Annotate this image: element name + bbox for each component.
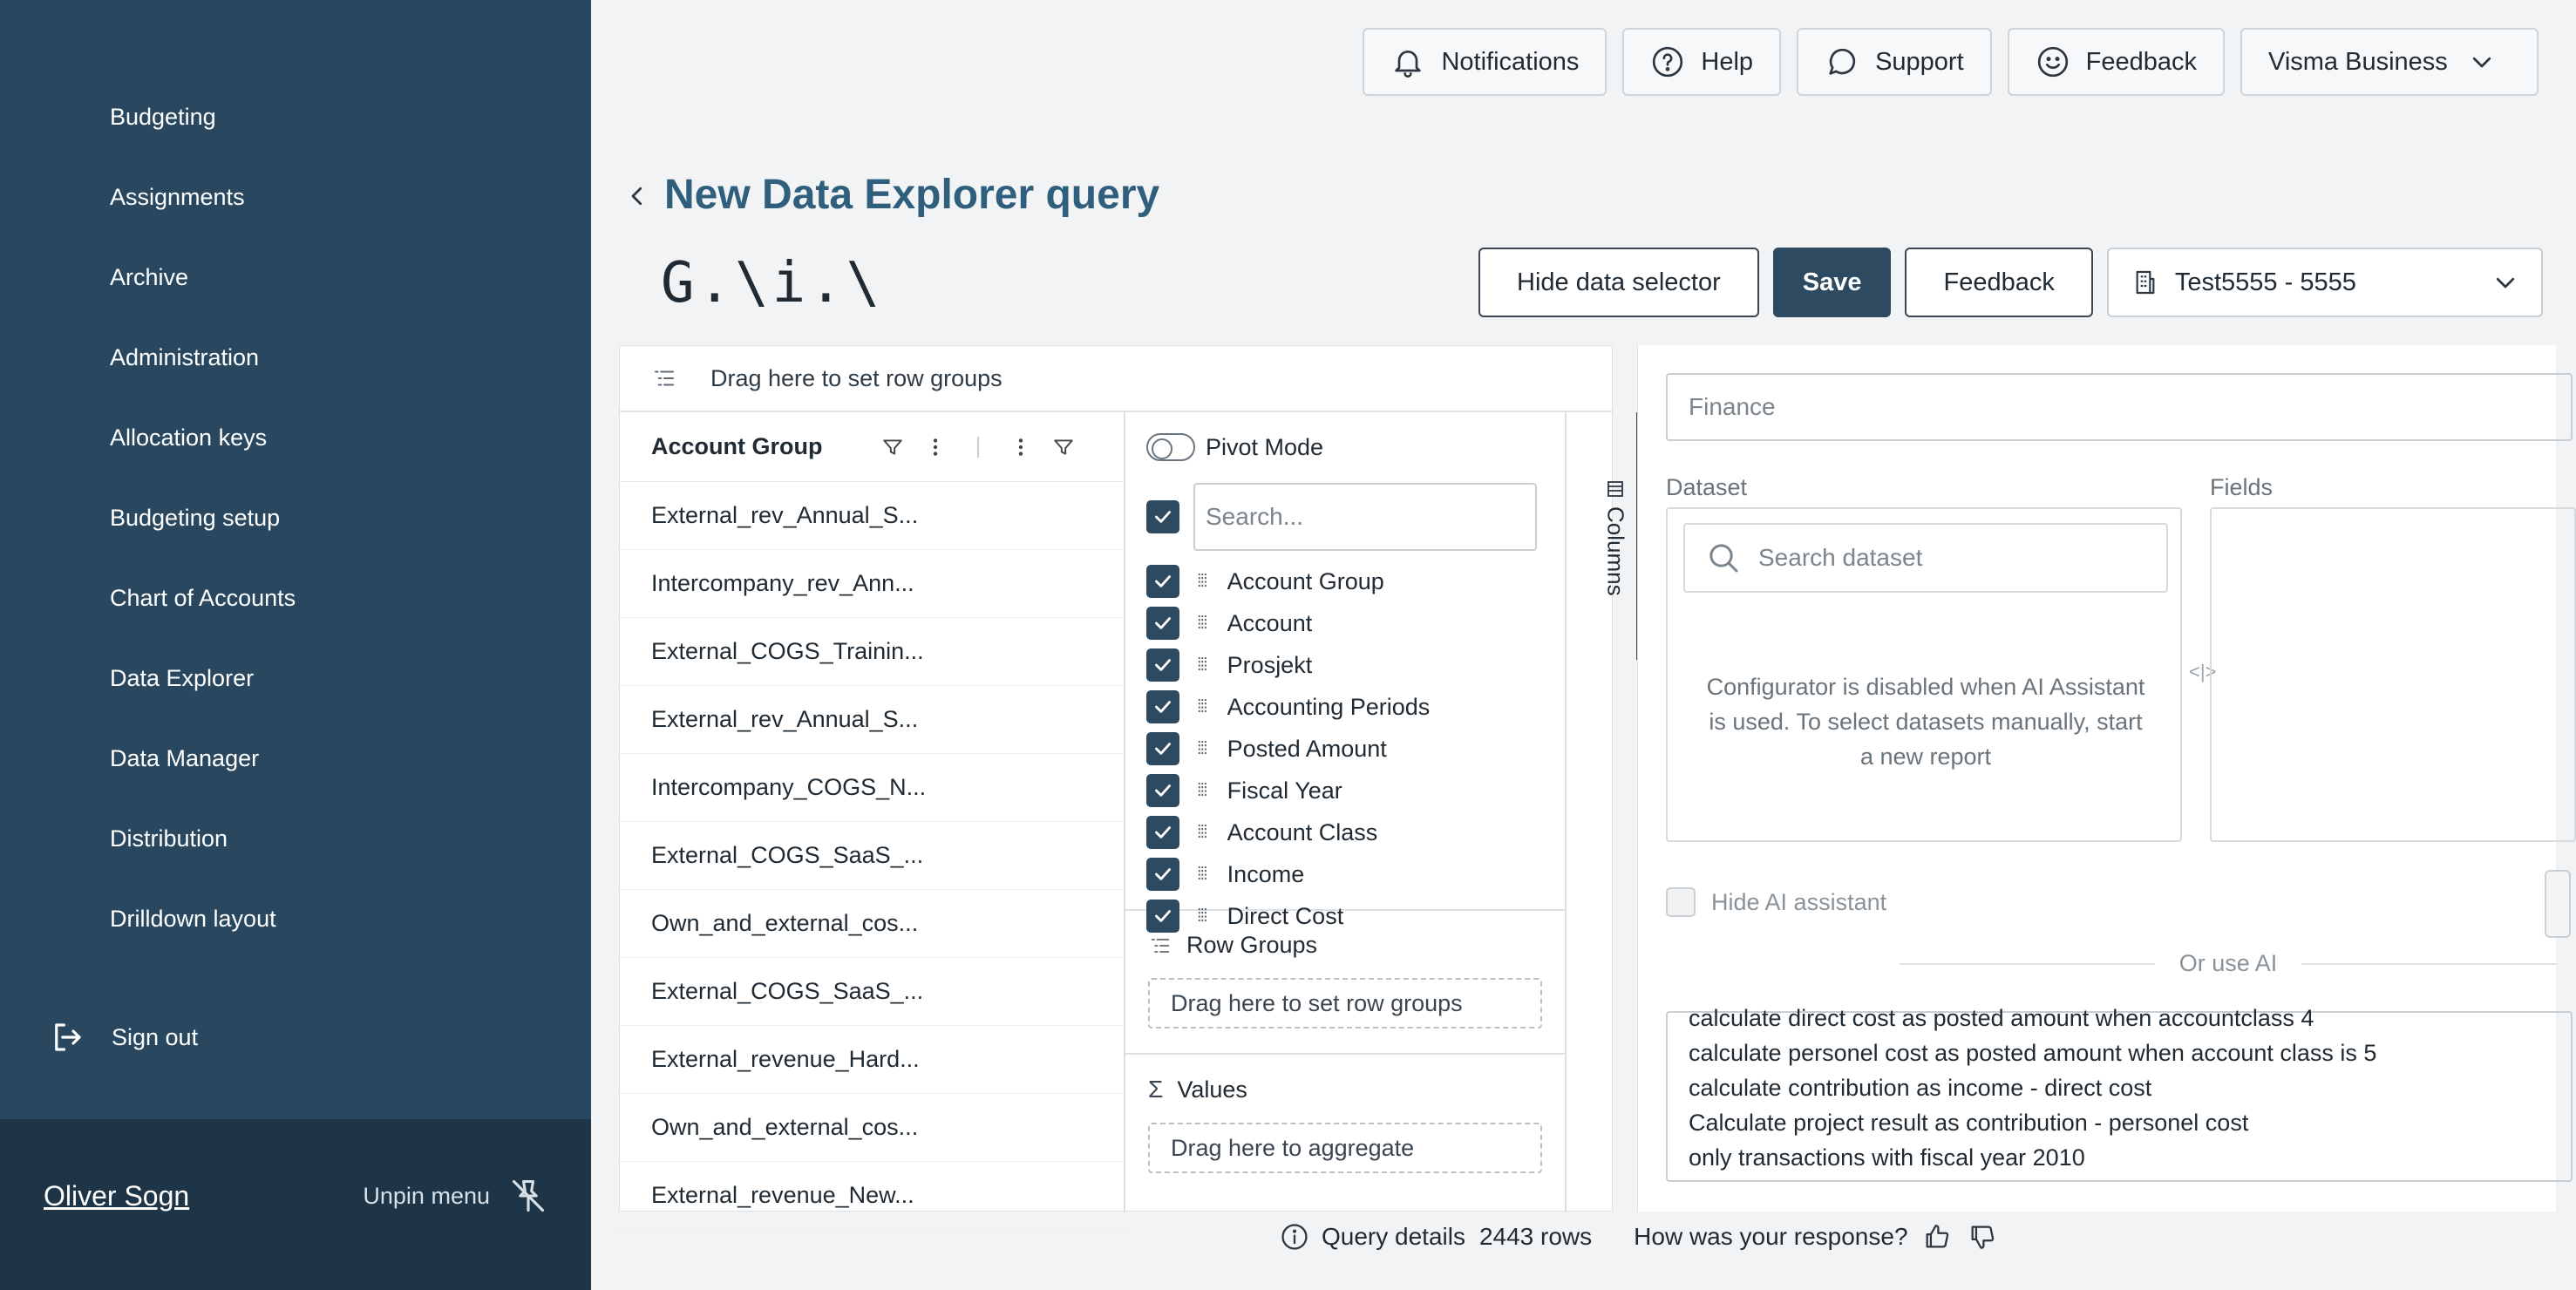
row-group-icon (1148, 934, 1172, 958)
back-button[interactable] (624, 183, 650, 214)
search-dataset-input[interactable] (1683, 523, 2168, 593)
prompt-line: only transactions with fiscal year 2010 (1689, 1144, 2085, 1171)
save-button[interactable]: Save (1773, 248, 1892, 317)
notifications-button[interactable] (1363, 28, 1607, 96)
pivot-mode-label: Pivot Mode (1206, 433, 1324, 460)
fields-label: Fields (2210, 474, 2274, 500)
sidebar-item-budgeting[interactable] (0, 77, 591, 157)
panel-resize-handle[interactable]: <|> (2189, 661, 2217, 682)
check-icon (1152, 821, 1174, 844)
table-cell: Own_and_external_cos... (651, 910, 919, 936)
sidebar-footer (0, 1119, 591, 1290)
sidebar-item-label: Data Manager (110, 744, 260, 771)
pivot-mode-row (1125, 412, 1565, 482)
sidebar-item-chart-of-accounts[interactable] (0, 558, 591, 638)
sidebar-item-distribution[interactable] (0, 798, 591, 879)
table-row[interactable] (620, 618, 1124, 686)
sidebar-item-label: Administration (110, 343, 260, 370)
sidebar-item-administration[interactable] (0, 317, 591, 397)
table-row[interactable] (620, 1094, 1124, 1162)
sidebar-nav (0, 77, 591, 959)
dataset-selector[interactable] (2107, 248, 2543, 317)
logo-text: G.\i.\ (661, 251, 884, 316)
row-group-hint: Drag here to set row groups (710, 364, 1003, 391)
sidebar-item-label: Allocation keys (110, 424, 268, 451)
support-button[interactable] (1797, 28, 1992, 96)
dataset-box (1666, 507, 2182, 842)
hide-ai-assistant-row[interactable] (1666, 887, 1886, 917)
values-title: Values (1177, 1076, 1247, 1103)
user-profile-link[interactable]: Oliver Sogn (44, 1180, 190, 1212)
column-item-account-group[interactable] (1125, 560, 1565, 602)
column-search-row (1125, 482, 1565, 552)
notifications-label: Notifications (1441, 47, 1580, 76)
sidebar-item-drilldown-layout[interactable] (0, 879, 591, 959)
table-row[interactable] (620, 550, 1124, 618)
feedback-top-button[interactable] (2008, 28, 2225, 96)
response-question: How was your response? (1634, 1223, 1908, 1250)
drag-handle-icon[interactable]: ⁞⁞⁞ (1197, 571, 1206, 591)
data-grid-panel (619, 345, 1629, 1212)
column-checkbox[interactable] (1146, 648, 1179, 682)
bell-icon (1390, 44, 1425, 79)
table-cell: External_revenue_Hard... (651, 1046, 920, 1072)
sigma-icon: Σ (1148, 1076, 1164, 1103)
drag-handle-icon[interactable]: ⁞⁞⁞ (1197, 696, 1206, 716)
column-item-label: Direct Cost (1227, 902, 1344, 929)
column-checkbox[interactable] (1146, 732, 1179, 765)
column-item-label: Fiscal Year (1227, 777, 1342, 804)
search-dataset-placeholder: Search dataset (1758, 544, 1923, 571)
pivot-mode-toggle[interactable] (1146, 433, 1195, 461)
sidebar-item-assignments[interactable] (0, 157, 591, 237)
ai-panel-toggle[interactable] (2545, 870, 2571, 938)
sidebar-item-label: Chart of Accounts (110, 584, 296, 611)
search-icon (1706, 540, 1741, 575)
ai-prompt-textarea[interactable] (1666, 1005, 2573, 1182)
sidebar-item-archive[interactable] (0, 237, 591, 317)
sidebar-item-label: Distribution (110, 825, 228, 852)
prompt-line: Calculate project result as contribution - personel cost (1689, 1110, 2249, 1136)
columns-icon (1605, 479, 1626, 499)
column-checkbox[interactable] (1146, 774, 1179, 807)
finance-field[interactable]: Finance (1666, 373, 2573, 441)
column-header-label: Account Group (651, 433, 823, 459)
row-count: 2443 rows (1478, 1223, 1593, 1250)
fields-box (2210, 507, 2576, 842)
check-icon (1152, 779, 1174, 802)
help-icon (1650, 44, 1685, 79)
column-checkbox[interactable] (1146, 816, 1179, 849)
main-content (591, 0, 2556, 1290)
table-row[interactable] (620, 482, 1124, 550)
action-row (1478, 248, 2543, 317)
building-icon (2131, 268, 2159, 296)
column-checkbox[interactable] (1146, 900, 1179, 933)
row-group-icon (651, 365, 677, 391)
table-cell: External_revenue_New... (651, 1182, 914, 1208)
or-use-ai-divider (1638, 950, 2557, 977)
query-config-panel (1637, 345, 2556, 1212)
unpin-menu-button[interactable] (363, 1177, 547, 1215)
table-cell: Own_and_external_cos... (651, 1114, 919, 1140)
check-icon (1152, 863, 1174, 886)
chevron-down-icon (2469, 49, 2495, 75)
select-all-checkbox[interactable] (1146, 500, 1179, 533)
top-toolbar (1363, 28, 2539, 96)
check-icon (1152, 654, 1174, 676)
support-label: Support (1875, 47, 1964, 76)
hide-ai-label: Hide AI assistant (1711, 888, 1887, 915)
drag-handle-icon[interactable]: ⁞⁞⁞ (1197, 864, 1206, 884)
table-row[interactable] (620, 958, 1124, 1026)
check-icon (1152, 506, 1174, 528)
configurator-disabled-message: Configurator is disabled when AI Assistant is used. To select datasets manually, start a new report (1706, 674, 2145, 770)
column-checkbox[interactable] (1146, 690, 1179, 723)
drag-handle-icon[interactable]: ⁞⁞⁞ (1197, 906, 1206, 926)
table-row[interactable] (620, 754, 1124, 822)
chat-bubble-icon (1825, 44, 1859, 79)
chevron-left-icon (624, 183, 650, 209)
dataset-label: Dataset (1666, 474, 1748, 500)
unpin-menu-label: Unpin menu (363, 1182, 490, 1209)
table-cell: Intercompany_rev_Ann... (651, 570, 914, 596)
table-row[interactable] (620, 1026, 1124, 1094)
sign-out-button[interactable] (0, 999, 591, 1076)
grid-body (620, 412, 1124, 1212)
check-icon (1152, 696, 1174, 718)
prompt-line: calculate direct cost as posted amount when accountclass 4 (1689, 1005, 2314, 1031)
prompt-line: calculate contribution as income - direct cost (1689, 1075, 2152, 1101)
thumbs-up-icon[interactable] (1922, 1222, 1952, 1252)
feedback-button[interactable]: Feedback (1905, 248, 2092, 317)
table-cell: Intercompany_COGS_N... (651, 774, 927, 800)
column-item-label: Prosjekt (1227, 651, 1313, 678)
column-search-input[interactable] (1193, 483, 1537, 551)
page-title: New Data Explorer query (664, 172, 1160, 218)
chevron-down-icon (2492, 269, 2518, 295)
unpin-icon (509, 1177, 547, 1215)
sign-out-label: Sign out (112, 1023, 199, 1050)
sidebar-item-label: Budgeting (110, 103, 216, 130)
table-row[interactable] (620, 686, 1124, 754)
table-cell: External_COGS_SaaS_... (651, 978, 924, 1004)
sidebar-item-label: Assignments (110, 183, 245, 210)
table-row[interactable] (620, 822, 1124, 890)
column-item-fiscal-year[interactable] (1125, 770, 1565, 811)
column-item-accounting-periods[interactable] (1125, 686, 1565, 728)
column-item-account-class[interactable] (1125, 811, 1565, 853)
gaia-logo (661, 251, 883, 316)
values-section (1125, 1053, 1565, 1173)
column-item-label: Posted Amount (1227, 735, 1387, 762)
help-label: Help (1701, 47, 1754, 76)
sign-out-icon (49, 1019, 85, 1056)
values-dropzone[interactable]: Drag here to aggregate (1148, 1123, 1542, 1173)
feedback-top-label: Feedback (2085, 47, 2197, 76)
column-resize-handle[interactable] (977, 437, 979, 458)
column-item-posted-amount[interactable] (1125, 728, 1565, 770)
table-cell: External_COGS_Trainin... (651, 638, 924, 664)
check-icon (1152, 570, 1174, 593)
column-menu-icon[interactable] (1012, 436, 1030, 458)
table-row[interactable] (620, 1162, 1124, 1230)
row-groups-dropzone[interactable]: Drag here to set row groups (1148, 978, 1542, 1029)
column-item-label: Account Class (1227, 818, 1378, 845)
dataset-selector-value: Test5555 - 5555 (2174, 268, 2356, 296)
row-groups-section (1125, 909, 1565, 1029)
help-button[interactable] (1622, 28, 1781, 96)
column-checkbox[interactable] (1146, 858, 1179, 891)
row-group-dropzone[interactable] (620, 346, 1612, 412)
column-checkbox[interactable] (1146, 607, 1179, 640)
sidebar-item-label: Archive (110, 263, 189, 290)
sidebar-item-data-manager[interactable] (0, 718, 591, 798)
table-row[interactable] (620, 890, 1124, 958)
table-cell: External_rev_Annual_S... (651, 706, 919, 732)
query-details-label: Query details (1322, 1223, 1465, 1250)
columns-side-tab-label: Columns (1602, 506, 1629, 596)
row-groups-title: Row Groups (1186, 932, 1318, 958)
columns-tool-panel (1124, 412, 1567, 1212)
drag-handle-icon[interactable]: ⁞⁞⁞ (1197, 822, 1206, 842)
prompt-line: calculate personel cost as posted amount when account class is 5 (1689, 1040, 2377, 1066)
column-checkbox[interactable] (1146, 565, 1179, 598)
sidebar-item-label: Budgeting setup (110, 504, 281, 531)
check-icon (1152, 905, 1174, 927)
columns-side-tab[interactable] (1594, 412, 1640, 660)
column-item-label: Accounting Periods (1227, 693, 1431, 720)
check-icon (1152, 612, 1174, 635)
column-item-account[interactable] (1125, 602, 1565, 644)
sidebar-item-data-explorer[interactable] (0, 638, 591, 718)
query-details-button[interactable] (1280, 1222, 1465, 1252)
company-selector-value: Visma Business (2268, 47, 2448, 76)
filter-icon[interactable] (881, 436, 904, 458)
column-header-account-group[interactable] (620, 412, 1124, 482)
sidebar-item-allocation-keys[interactable] (0, 397, 591, 478)
or-use-ai-label: Or use AI (2178, 950, 2278, 976)
column-menu-icon[interactable] (927, 436, 944, 458)
drag-handle-icon[interactable]: ⁞⁞⁞ (1197, 738, 1206, 758)
column-item-prosjekt[interactable] (1125, 644, 1565, 686)
sidebar-item-label: Data Explorer (110, 664, 255, 691)
drag-handle-icon[interactable]: ⁞⁞⁞ (1197, 655, 1206, 675)
table-cell: External_rev_Annual_S... (651, 502, 919, 528)
check-icon (1152, 737, 1174, 760)
filter-icon[interactable] (1052, 436, 1075, 458)
thumbs-down-icon[interactable] (1968, 1222, 1997, 1252)
column-item-label: Account (1227, 609, 1313, 636)
column-list (1125, 552, 1565, 929)
drag-handle-icon[interactable]: ⁞⁞⁞ (1197, 613, 1206, 633)
sidebar-item-budgeting-setup[interactable] (0, 478, 591, 558)
sidebar-item-label: Drilldown layout (110, 905, 276, 932)
column-item-income[interactable] (1125, 853, 1565, 895)
query-status-bar (1280, 1222, 1997, 1252)
hide-ai-checkbox[interactable] (1666, 887, 1696, 917)
table-cell: External_COGS_SaaS_... (651, 842, 924, 868)
column-item-label: Account Group (1227, 567, 1384, 594)
column-item-label: Income (1227, 860, 1305, 887)
sidebar (0, 0, 591, 1290)
company-selector[interactable] (2240, 28, 2539, 96)
info-icon (1280, 1222, 1309, 1252)
smiley-icon (2036, 44, 2070, 79)
hide-data-selector-button[interactable]: Hide data selector (1478, 248, 1759, 317)
drag-handle-icon[interactable]: ⁞⁞⁞ (1197, 780, 1206, 800)
